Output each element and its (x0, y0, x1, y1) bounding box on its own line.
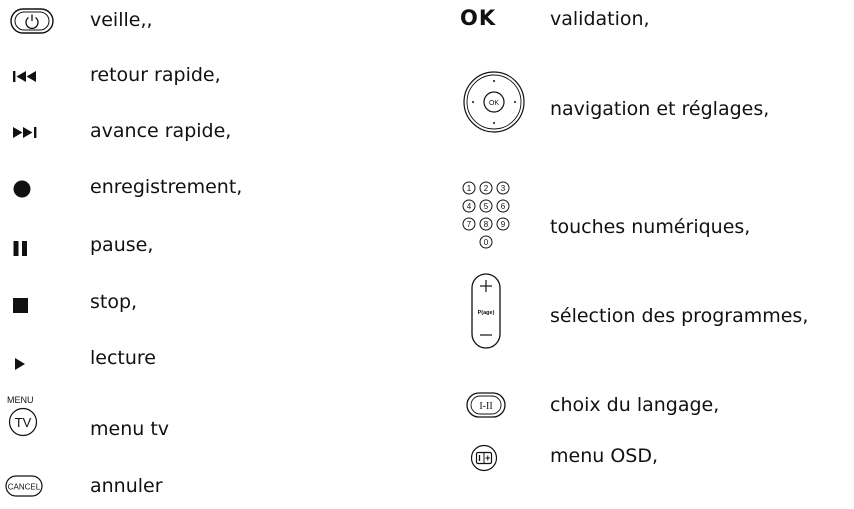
pause-label: pause, (90, 234, 154, 256)
key-0: 0 (483, 238, 489, 247)
key-3: 3 (500, 184, 506, 193)
key-6: 6 (500, 202, 506, 211)
menu-tv-icon-text: TV (14, 415, 32, 430)
key-7: 7 (466, 220, 472, 229)
key-4: 4 (466, 202, 472, 211)
play-label: lecture (90, 347, 156, 369)
standby-icon (10, 8, 54, 34)
ok-text: OK (460, 6, 497, 30)
rewind-label: retour rapide, (90, 64, 221, 86)
navigation-pad-ok-text: OK (488, 100, 500, 107)
language-icon (466, 392, 506, 418)
record-label: enregistrement, (90, 176, 243, 198)
program-label: sélection des programmes, (550, 305, 809, 327)
osd-menu-icon (470, 444, 498, 472)
language-label: choix du langage, (550, 394, 720, 416)
record-icon (10, 177, 34, 201)
menu-caption: MENU (7, 395, 34, 405)
navigation-label: navigation et réglages, (550, 98, 770, 120)
program-rocker-icon (470, 272, 502, 350)
program-rocker-text: P(age) (477, 310, 495, 316)
standby-label: veille,, (90, 9, 153, 31)
menu-tv-icon (8, 407, 38, 437)
cancel-label: annuler (90, 475, 163, 497)
numeric-keypad-icon (460, 180, 540, 258)
key-2: 2 (483, 184, 489, 193)
ok-label: validation, (550, 8, 650, 30)
stop-icon (10, 294, 34, 318)
stop-label: stop, (90, 291, 138, 313)
key-5: 5 (483, 202, 489, 211)
cancel-icon (5, 475, 43, 497)
play-icon (10, 354, 34, 374)
osd-menu-label: menu OSD, (550, 445, 659, 467)
navigation-pad-icon (462, 70, 526, 134)
menu-tv-label: menu tv (90, 418, 170, 440)
pause-icon (10, 237, 34, 261)
key-8: 8 (483, 220, 489, 229)
numeric-label: touches numériques, (550, 216, 751, 238)
key-1: 1 (466, 184, 472, 193)
fast-forward-label: avance rapide, (90, 120, 232, 142)
fast-forward-icon (10, 122, 46, 142)
key-9: 9 (500, 220, 506, 229)
language-icon-text: I-II (479, 401, 493, 412)
cancel-icon-text: CANCEL (7, 482, 41, 492)
rewind-icon (10, 66, 46, 86)
